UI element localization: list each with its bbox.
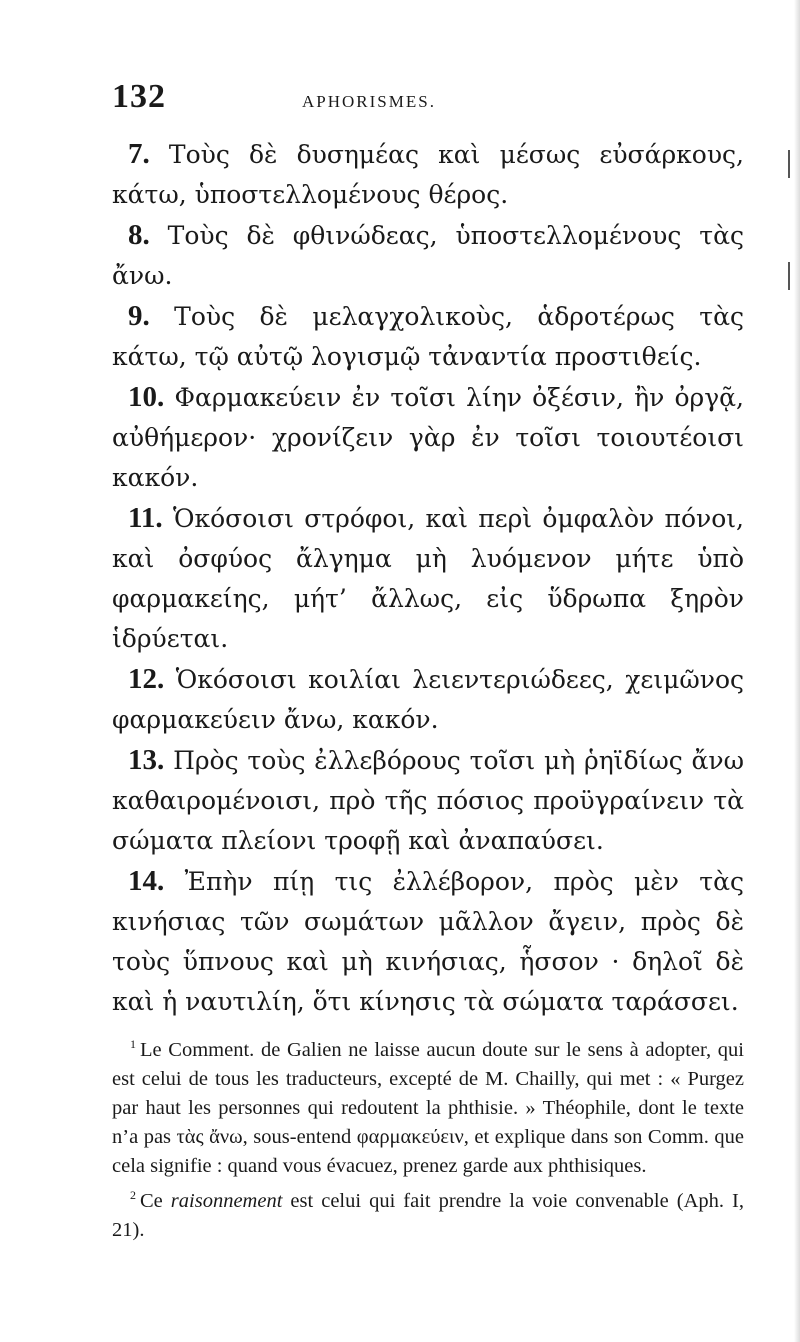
- aphorism-10: [112, 377, 744, 498]
- footnote-text-before: Ce: [140, 1189, 171, 1212]
- aphorism-7: [112, 134, 744, 215]
- page-edge-shadow: [794, 0, 800, 1342]
- footnote-marker: 2: [130, 1187, 136, 1202]
- aphorism-text: Πρὸς τοὺς ἐλλεβόρους τοῖσι μὴ ῥηϊδίως ἄνω καθαιρομένοισι, πρὸ τῆς πόσιος προϋγραίνειν τὰ σώματα πλείονι τροφῇ καὶ ἀναπαύσει.: [112, 746, 744, 855]
- footnotes: [112, 1030, 744, 1245]
- aphorism-14: [112, 861, 744, 1022]
- binding-mark: [788, 262, 790, 290]
- footnote-emphasis: raisonnement: [170, 1189, 283, 1212]
- aphorism-text: Τοὺς δὲ δυσημέας καὶ μέσως εὐσάρκους, κάτω, ὑποστελλομένους θέρος.: [112, 140, 744, 209]
- aphorism-number: 9.: [128, 300, 150, 332]
- aphorism-12: [112, 659, 744, 740]
- aphorism-number: 11.: [128, 502, 163, 534]
- aphorism-text: Τοὺς δὲ φθινώδεας, ὑποστελλομένους τὰς ἄνω.: [112, 221, 744, 290]
- aphorism-text: Τοὺς δὲ μελαγχολικοὺς, ἁδροτέρως τὰς κάτω, τῷ αὐτῷ λογισμῷ τἀναντία προστιθείς.: [112, 302, 745, 371]
- aphorism-text: Ὁκόσοισι κοιλίαι λειεντεριώδεες, χειμῶνος φαρμακεύειν ἄνω, κακόν.: [112, 665, 745, 734]
- aphorism-number: 7.: [128, 138, 150, 170]
- footnote-text: Le Comment. de Galien ne laisse aucun doute sur le sens à adopter, qui est celui de tous les traducteurs, excepté de M. Chailly, qui met : « Purgez par haut les personnes qui redoutent la phthisie. » Théophile, dont le texte n’a pas τὰς ἄνω, sous-entend φαρμακεύειν, et explique dans son Comm. que cela signifie : quand vous évacuez, prenez garde aux phthisiques.: [112, 1038, 744, 1177]
- footnote-2: [112, 1181, 744, 1245]
- aphorism-9: [112, 296, 744, 377]
- aphorism-text: Ὁκόσοισι στρόφοι, καὶ περὶ ὀμφαλὸν πόνοι, καὶ ὀσφύος ἄλγημα μὴ λυόμενον μήτε ὑπὸ φαρμακείης, μήτ’ ἄλλως, εἰς ὕδρωπα ξηρὸν ἱδρύεται.: [112, 504, 744, 653]
- aphorism-11: [112, 498, 744, 659]
- aphorism-list: [112, 134, 744, 1022]
- aphorism-number: 14.: [128, 865, 165, 897]
- aphorism-13: [112, 740, 744, 861]
- footnote-1: [112, 1030, 744, 1181]
- aphorism-8: [112, 215, 744, 296]
- binding-mark: [788, 150, 790, 178]
- aphorism-number: 8.: [128, 219, 150, 251]
- aphorism-text: Ἐπὴν πίῃ τις ἐλλέβορον, πρὸς μὲν τὰς κινήσιας τῶν σωμάτων μᾶλλον ἄγειν, πρὸς δὲ τοὺς ὕπνους καὶ μὴ κινήσιας, ἧσσον · δηλοῖ δὲ καὶ ἡ ναυτιλίη, ὅτι κίνησις τὰ σώματα ταράσσει.: [112, 867, 745, 1016]
- aphorism-number: 10.: [128, 381, 165, 413]
- aphorism-number: 12.: [128, 663, 165, 695]
- page-number: 132: [112, 78, 166, 115]
- aphorism-number: 13.: [128, 744, 165, 776]
- footnote-marker: 1: [130, 1037, 136, 1051]
- running-head: APHORISMES.: [302, 92, 436, 111]
- aphorism-text: Φαρμακεύειν ἐν τοῖσι λίην ὀξέσιν, ἢν ὀργᾷ, αὐθήμερον· χρονίζειν γὰρ ἐν τοῖσι τοιουτέοισι κακόν.: [112, 383, 744, 492]
- page-header: [112, 78, 744, 116]
- footnote-text-after: est celui qui fait prendre la voie convenable (Aph. I, 21).: [112, 1189, 744, 1241]
